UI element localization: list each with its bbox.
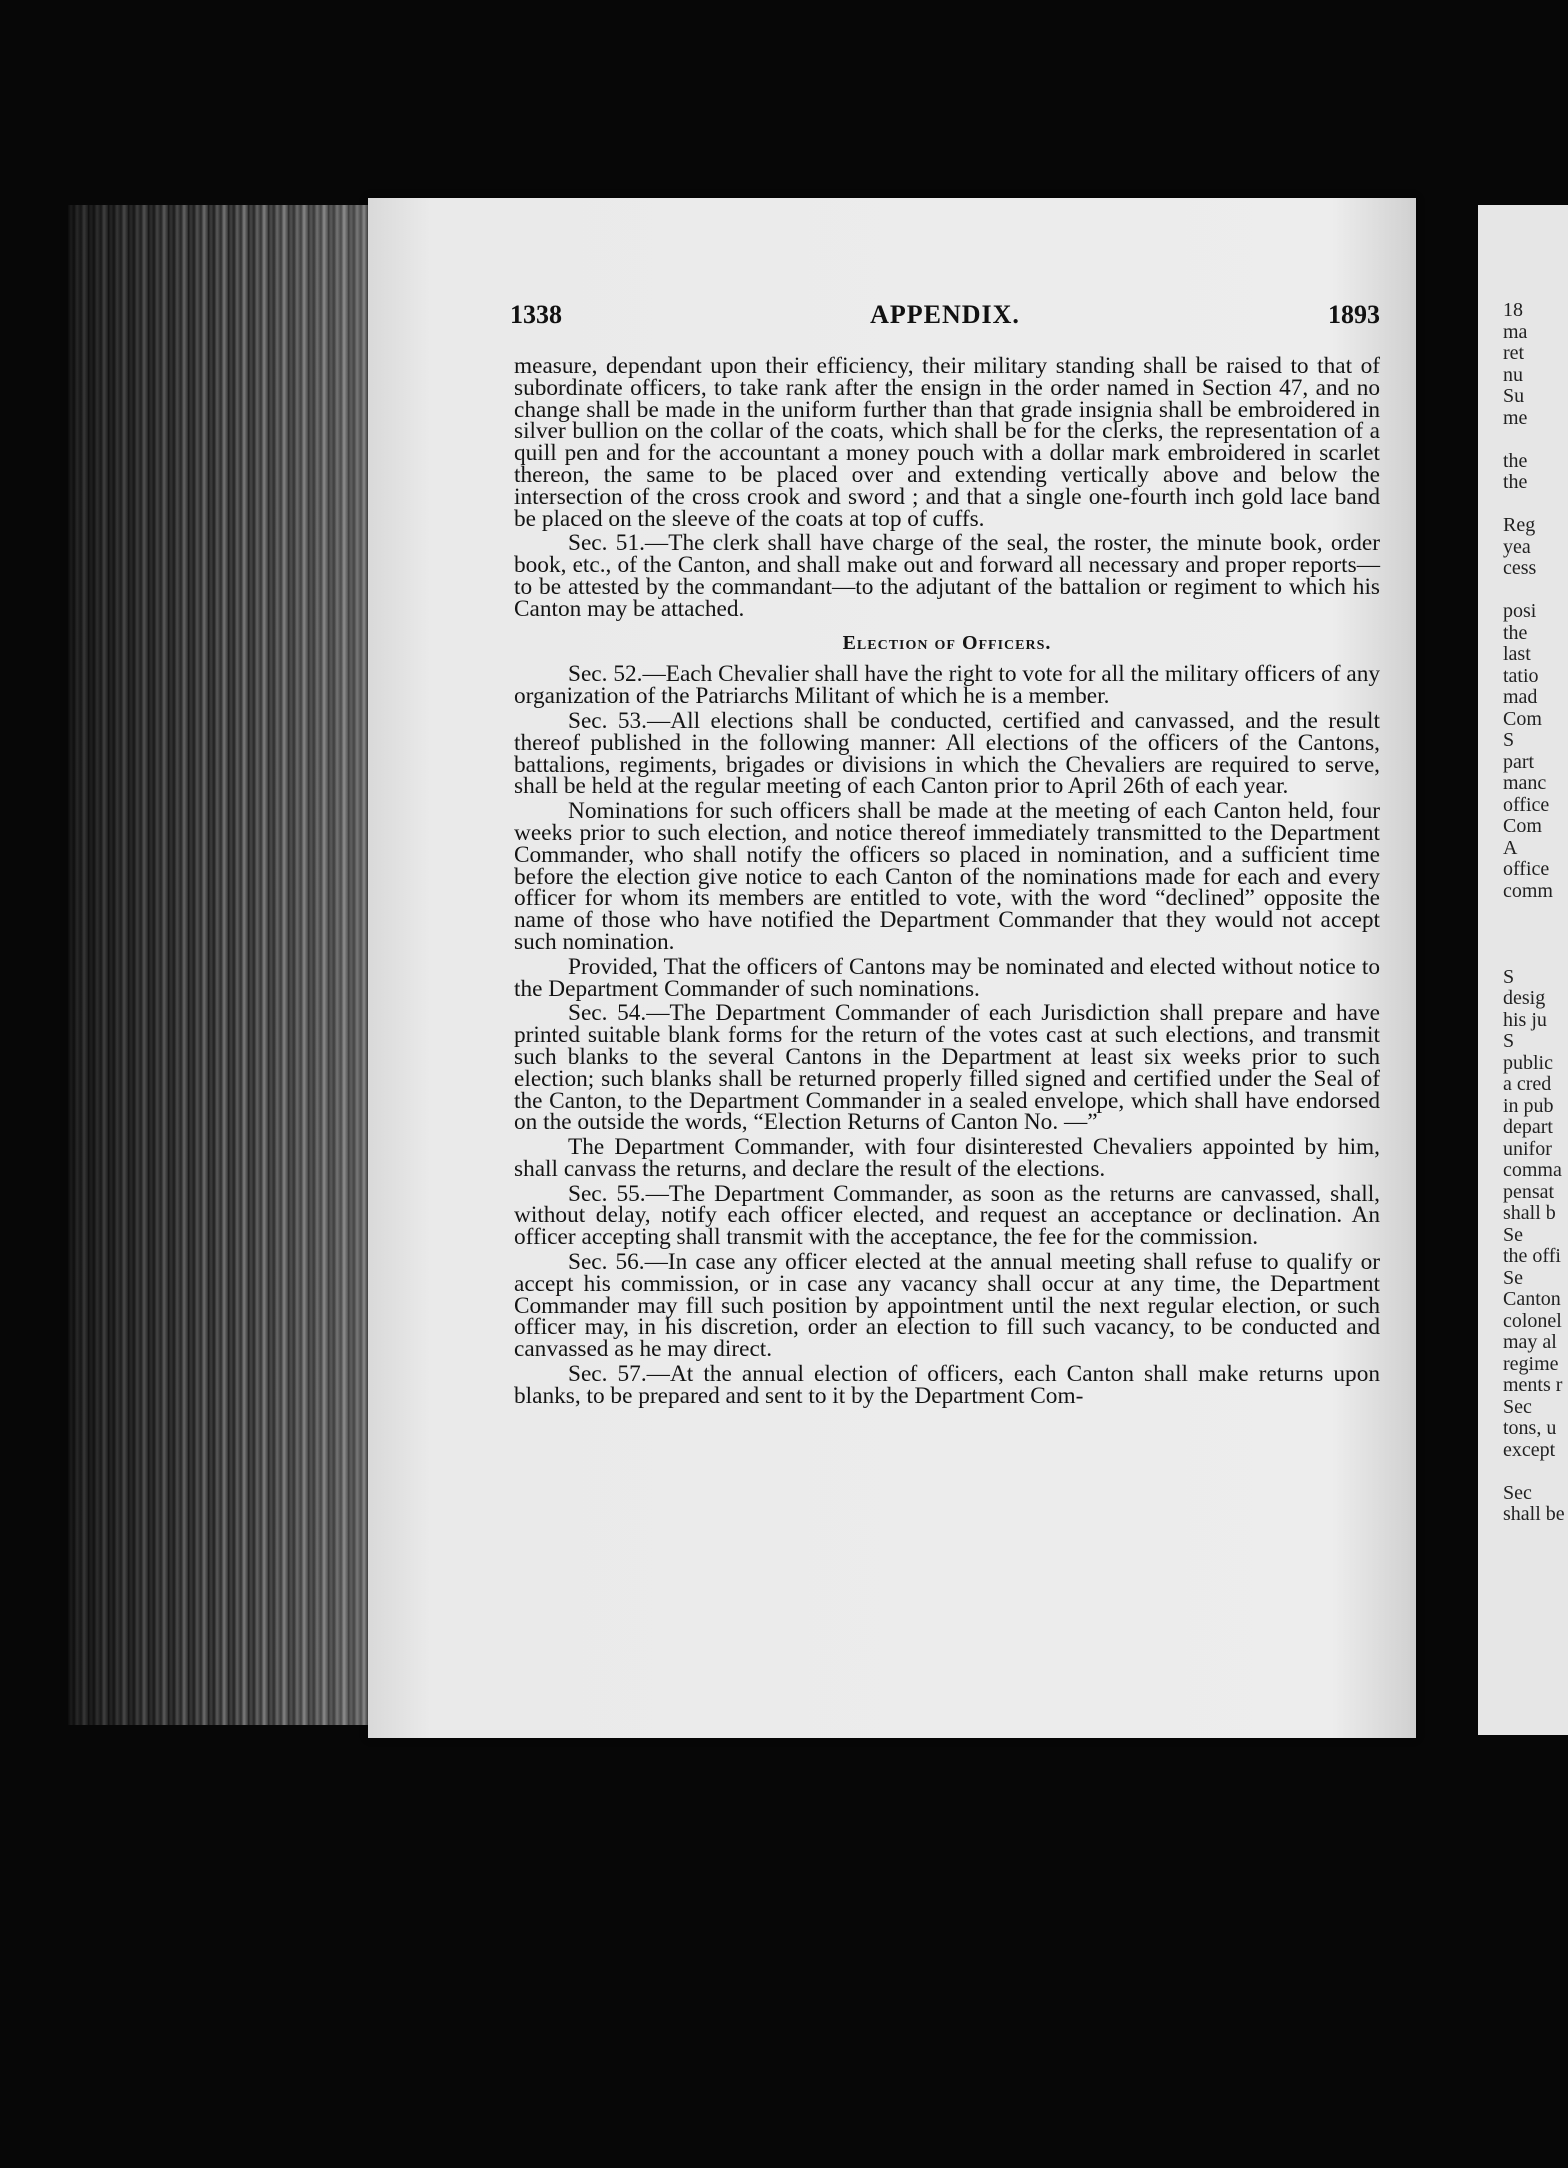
facing-page-fragment: public: [1503, 1051, 1553, 1074]
facing-page-fragment: office: [1503, 858, 1550, 880]
facing-page-fragment: ments r: [1503, 1374, 1563, 1396]
facing-page-fragment: yea: [1503, 535, 1531, 558]
facing-page-fragment: Sec: [1503, 1395, 1532, 1418]
facing-page-fragment: comm: [1503, 879, 1553, 902]
facing-page-fragment: [1503, 924, 1563, 946]
paragraph-provided: Provided, That the officers of Cantons may be nominated and elected without notice to the Department Commander of such nominations.: [514, 953, 1380, 1002]
facing-page-fragment: tons, u: [1503, 1417, 1557, 1439]
facing-page-fragment: nu: [1503, 363, 1523, 386]
facing-page-fragment: S: [1503, 729, 1515, 751]
facing-page-fragment: [1503, 429, 1563, 451]
facing-page-fragment: shall be: [1503, 1503, 1565, 1525]
facing-page-fragment: last: [1503, 643, 1531, 665]
paragraph-sec-52: Sec. 52.—Each Chevalier shall have the right to vote for all the military officers of any organization of the Patriarchs Militant of which he is a member.: [514, 661, 1380, 710]
page-number-right: 1893: [1328, 300, 1380, 329]
facing-page-fragment: 18: [1503, 299, 1523, 321]
facing-page-fragment: me: [1503, 406, 1528, 429]
running-title: APPENDIX.: [870, 300, 1020, 329]
facing-page-fragment: mad: [1503, 686, 1538, 708]
facing-page-fragment: Sec: [1503, 1481, 1532, 1504]
facing-page-fragment: [1503, 1461, 1563, 1483]
facing-page-fragment: the offi: [1503, 1245, 1561, 1267]
facing-page-fragment: Canton: [1503, 1288, 1561, 1310]
facing-page-fragment: except: [1503, 1438, 1556, 1461]
facing-page-fragment: Se: [1503, 1223, 1523, 1246]
paragraph-sec-51: Sec. 51.—The clerk shall have charge of the seal, the roster, the minute book, order book, etc., of the Canton, and shall make out and forward all necessary and proper reports—to be attested by the commandant—to the adjutant of the battalion or regiment to which his Canton may be attached.: [514, 530, 1380, 622]
facing-page-fragment: office: [1503, 793, 1550, 816]
facing-page-fragment: Se: [1503, 1266, 1523, 1289]
facing-page-fragment: Su: [1503, 385, 1525, 407]
facing-page-fragment: Com: [1503, 707, 1542, 730]
facing-page-fragment: A: [1503, 836, 1518, 859]
facing-page-fragment: depart: [1503, 1116, 1553, 1138]
paragraph-sec-55: Sec. 55.—The Department Commander, as soon as the returns are canvassed, shall, without delay, notify each officer elected, and request an acceptance or declination. An officer accepting shall transmit with the acceptance, the fee for the commission.: [514, 1180, 1380, 1251]
section-heading: Election of Officers.: [842, 631, 1052, 654]
facing-page-fragment: the: [1503, 471, 1528, 493]
facing-page-fragment: tatio: [1503, 664, 1539, 687]
paragraph-sec-53: Sec. 53.—All elections shall be conducted, certified and canvassed, and the result thereof published in the following manner: All elections of the officers of the Cantons, battalions, regiments, brigades or divisions in which the Chevaliers are required to serve, shall be held at the regular meeting of each Canton prior to April 26th of each year.: [514, 707, 1380, 800]
facing-page-fragment: unifor: [1503, 1137, 1552, 1160]
facing-page-fragment: ret: [1503, 342, 1525, 364]
facing-page-fragment: shall b: [1503, 1202, 1556, 1224]
facing-page-fragment: desig: [1503, 987, 1546, 1009]
facing-page-fragment: ma: [1503, 320, 1528, 343]
facing-page-fragment: posi: [1503, 600, 1537, 622]
facing-page-fragment: the: [1503, 449, 1528, 472]
facing-page-fragment: the: [1503, 621, 1528, 644]
page-body: [514, 353, 1380, 1411]
facing-page-fragment: Reg: [1503, 514, 1536, 536]
book-page-edges: [68, 205, 378, 1725]
facing-page-fragment: may al: [1503, 1331, 1557, 1353]
page-number-left: 1338: [510, 300, 562, 329]
paragraph-nominations: Nominations for such officers shall be made at the meeting of each Canton held, four weeks prior to such election, and notice thereof immediately transmitted to the Department Commander, who shall notify the officers so placed in nomination, and a sufficient time before the election give notice to each Canton of the nominations made for each and every officer for whom its members are entitled to vote, with the word “declined” opposite the name of those who have notified the Department Commander that they would not accept such nomination.: [514, 798, 1380, 955]
facing-page-text-fragments: [1503, 300, 1563, 1526]
paragraph-sec-56: Sec. 56.—In case any officer elected at the annual meeting shall refuse to qualify or accept his commission, or in case any vacancy shall occur at any time, the Department Commander may fill such position by appointment until the next regular election, or such officer may, in his discretion, order an election to fill such vacancy, to be conducted and canvassed as he may direct.: [514, 1249, 1380, 1363]
facing-page-fragment: S: [1503, 1030, 1515, 1052]
facing-page-fragment: [1503, 902, 1563, 924]
facing-page-fragment: comma: [1503, 1159, 1562, 1181]
facing-page-fragment: his ju: [1503, 1008, 1547, 1031]
paragraph-canvass: The Department Commander, with four disinterested Chevaliers appointed by him, shall canvass the returns, and declare the result of the elections.: [514, 1134, 1380, 1182]
facing-page-fragment: [1503, 494, 1563, 516]
paragraph-sec-57: Sec. 57.—At the annual election of officers, each Canton shall make returns upon blanks, to be prepared and sent to it by the Department Com-: [514, 1361, 1380, 1409]
facing-page-fragment: colonel: [1503, 1309, 1562, 1332]
page-header: [510, 300, 1380, 340]
facing-page-fragment: [1503, 580, 1563, 602]
facing-page-fragment: [1503, 945, 1563, 967]
facing-page-fragment: in pub: [1503, 1094, 1554, 1117]
paragraph-continued: measure, dependant upon their efficiency, their military standing shall be raised to that of subordinate officers, to take rank after the ensign in the order named in Section 47, and no change shall be made in the uniform further than that grade insignia shall be embroidered in silver bullion on the collar of the coats, which shall be for the clerks, the representation of a quill pen and for the accountant a money pouch with a dollar mark embroidered in scarlet thereon, the same to be placed over and extending vertically above and below the intersection of the cross crook and sword ; and that a single one-fourth inch gold lace band be placed on the sleeve of the coats at top of cuffs.: [514, 353, 1380, 532]
facing-page-fragment: manc: [1503, 772, 1547, 794]
facing-page-fragment: regime: [1503, 1352, 1559, 1375]
facing-page-fragment: Com: [1503, 815, 1542, 837]
facing-page-fragment: S: [1503, 965, 1515, 988]
paragraph-sec-54: Sec. 54.—The Department Commander of each Jurisdiction shall prepare and have printed suitable blank forms for the return of the votes cast at such elections, and transmit such blanks to the several Cantons in the Department at least six weeks prior to such election; such blanks shall be returned properly filled signed and certified under the Seal of the Canton, to the Department Commander in a sealed envelope, which shall have endorsed on the outside the words, “Election Returns of Canton No. —”: [514, 1000, 1380, 1136]
facing-page-fragment: a cred: [1503, 1073, 1552, 1095]
facing-page-fragment: cess: [1503, 557, 1537, 579]
facing-page-fragment: pensat: [1503, 1180, 1555, 1203]
facing-page-fragment: part: [1503, 750, 1535, 773]
